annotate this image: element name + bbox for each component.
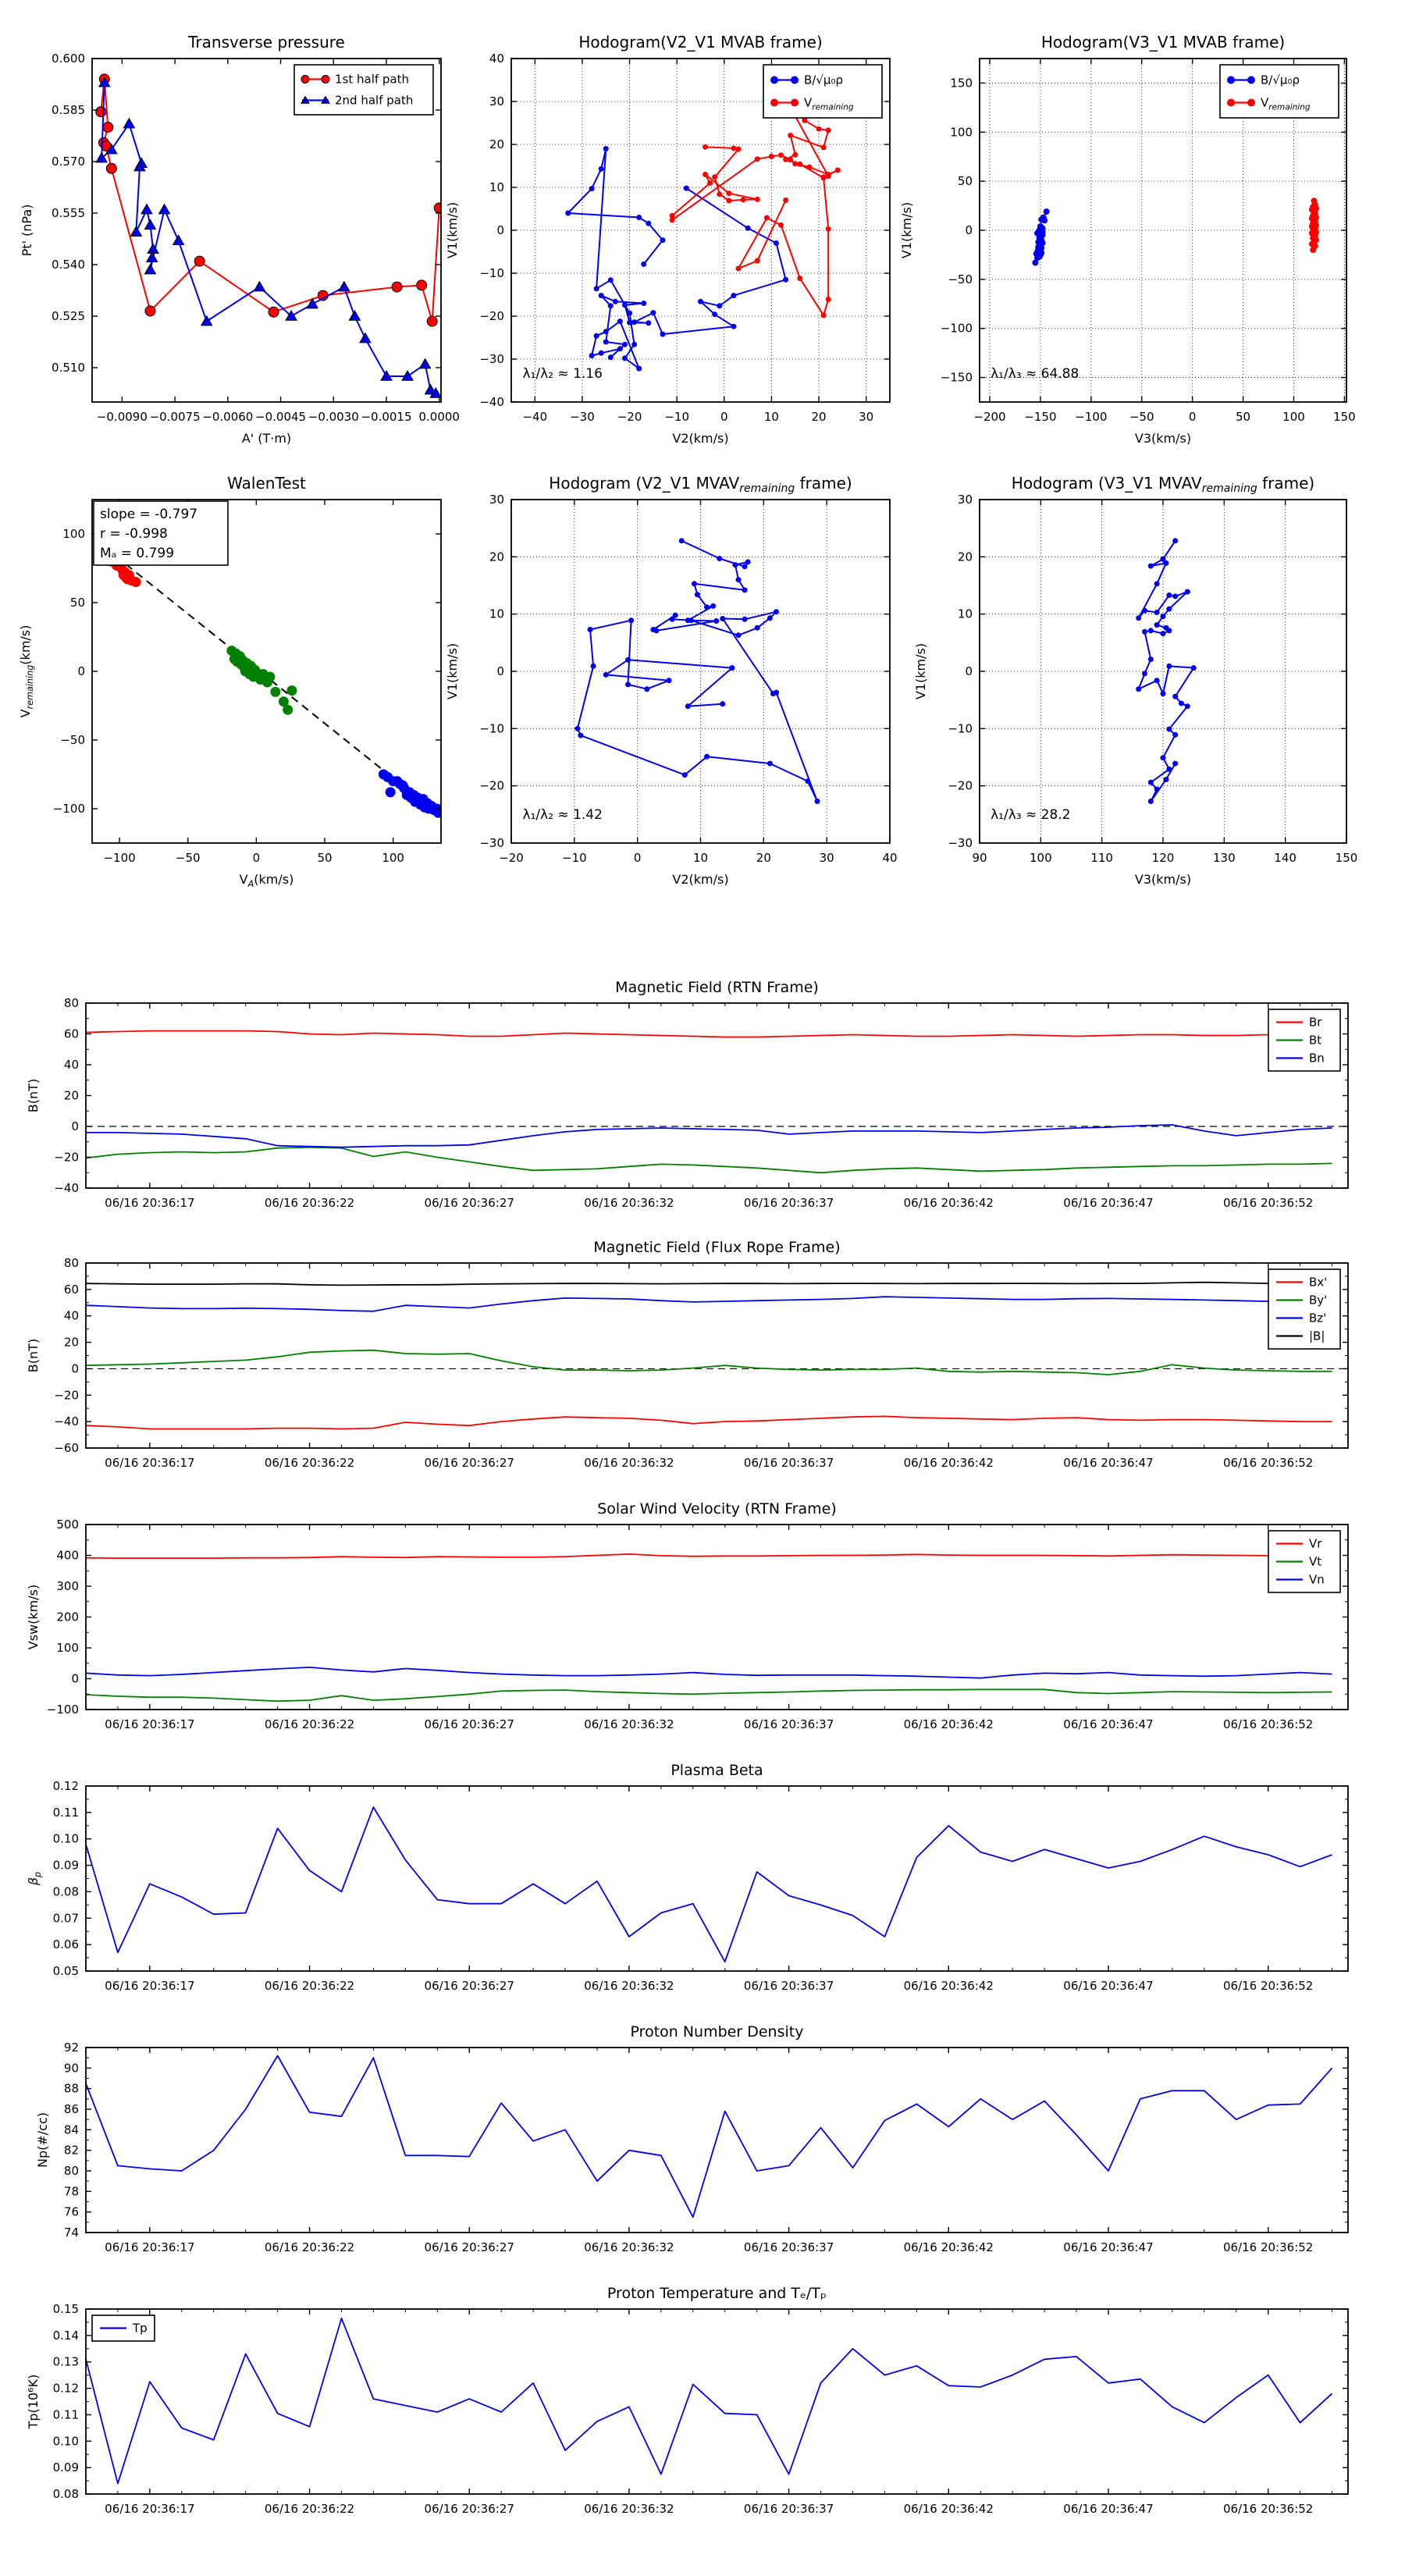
svg-text:06/16 20:36:47: 06/16 20:36:47 (1063, 1979, 1154, 1993)
svg-text:06/16 20:36:17: 06/16 20:36:17 (105, 2240, 195, 2254)
svg-text:−0.0015: −0.0015 (361, 410, 412, 424)
svg-text:−10: −10 (479, 721, 504, 736)
hodogram-v3v1-mvab-plot (890, 16, 1405, 475)
svg-text:V2(km/s): V2(km/s) (672, 431, 729, 446)
svg-text:76: 76 (63, 2204, 79, 2219)
svg-text:−100: −100 (46, 1703, 79, 1717)
svg-text:10: 10 (957, 607, 973, 621)
svg-text:100: 100 (1030, 851, 1052, 865)
svg-text:−30: −30 (479, 352, 504, 366)
svg-text:Bx': Bx' (1309, 1275, 1328, 1290)
svg-text:0.540: 0.540 (52, 258, 85, 272)
svg-text:0: 0 (71, 1361, 79, 1376)
svg-text:A' (T·m): A' (T·m) (241, 431, 292, 446)
svg-text:06/16 20:36:32: 06/16 20:36:32 (584, 2502, 674, 2516)
svg-text:Hodogram(V2_V1 MVAB frame): Hodogram(V2_V1 MVAB frame) (578, 33, 823, 52)
svg-text:40: 40 (489, 52, 504, 66)
svg-text:0: 0 (965, 223, 973, 237)
svg-text:100: 100 (1282, 410, 1305, 424)
svg-text:06/16 20:36:52: 06/16 20:36:52 (1222, 1717, 1314, 1731)
svg-text:r = -0.998: r = -0.998 (100, 526, 168, 542)
solar-wind-velocity-plot (0, 1489, 1405, 1750)
svg-text:λ₁/λ₃ ≈ 64.88: λ₁/λ₃ ≈ 64.88 (991, 366, 1080, 382)
svg-text:Vremaining: $V_{remaining}$ (804, 95, 854, 112)
svg-text:−150: −150 (940, 370, 973, 385)
svg-text:06/16 20:36:52: 06/16 20:36:52 (1222, 2502, 1314, 2516)
svg-text:2nd half path: 2nd half path (335, 93, 414, 108)
svg-text:0.525: 0.525 (52, 309, 85, 323)
svg-text:Vt: Vt (1309, 1554, 1322, 1569)
svg-text:−30: −30 (570, 410, 595, 424)
svg-text:0.10: 0.10 (52, 1831, 79, 1846)
svg-text:06/16 20:36:32: 06/16 20:36:32 (584, 1717, 674, 1731)
svg-text:V1(km/s): V1(km/s) (445, 201, 460, 259)
svg-text:30: 30 (489, 493, 504, 507)
svg-text:100: 100 (382, 851, 404, 865)
svg-text:0.11: 0.11 (52, 2407, 79, 2422)
svg-text:10: 10 (489, 607, 504, 621)
svg-text:B/√μ₀ρ: B/√μ₀ρ (804, 73, 843, 87)
svg-text:0: 0 (71, 1671, 79, 1686)
svg-text:06/16 20:36:47: 06/16 20:36:47 (1063, 2502, 1154, 2516)
svg-text:λ₁/λ₂ ≈ 1.42: λ₁/λ₂ ≈ 1.42 (522, 807, 603, 824)
svg-text:80: 80 (63, 1256, 79, 1270)
svg-text:0: 0 (965, 664, 973, 678)
svg-text:06/16 20:36:37: 06/16 20:36:37 (743, 2502, 834, 2516)
svg-text:0.05: 0.05 (52, 1964, 79, 1978)
svg-text:−60: −60 (54, 1441, 79, 1455)
svg-text:Pt' (nPa): Pt' (nPa) (20, 204, 34, 257)
svg-text:−50: −50 (1129, 410, 1154, 424)
svg-text:B(nT): B(nT) (26, 1078, 41, 1113)
svg-text:−20: −20 (948, 778, 973, 793)
hodogram-v3v1-mvav-plot (890, 457, 1405, 916)
proton-density-plot (0, 2012, 1405, 2273)
svg-text:06/16 20:36:37: 06/16 20:36:37 (743, 1196, 834, 1210)
svg-text:90: 90 (972, 851, 987, 865)
svg-text:06/16 20:36:42: 06/16 20:36:42 (903, 1717, 994, 1731)
svg-text:06/16 20:36:52: 06/16 20:36:52 (1222, 1456, 1314, 1470)
svg-text:06/16 20:36:27: 06/16 20:36:27 (424, 2502, 514, 2516)
svg-text:400: 400 (56, 1548, 79, 1563)
svg-text:Tp: Tp (133, 2321, 148, 2336)
svg-text:−20: −20 (54, 1388, 79, 1403)
svg-text:20: 20 (63, 1088, 79, 1103)
svg-text:10: 10 (692, 851, 709, 865)
svg-text:−10: −10 (664, 410, 690, 424)
svg-text:40: 40 (63, 1308, 79, 1323)
svg-text:06/16 20:36:17: 06/16 20:36:17 (105, 1196, 195, 1210)
svg-text:150: 150 (950, 76, 973, 91)
magnetic-field-flux-rope-plot (0, 1228, 1405, 1489)
svg-text:Magnetic Field (RTN Frame): Magnetic Field (RTN Frame) (615, 979, 819, 996)
svg-text:Plasma Beta: Plasma Beta (670, 1762, 763, 1779)
svg-text:−100: −100 (940, 321, 973, 336)
svg-text:60: 60 (63, 1026, 79, 1041)
svg-text:0.06: 0.06 (52, 1937, 79, 1952)
magnetic-field-rtn-plot (0, 968, 1405, 1229)
svg-text:86: 86 (63, 2102, 79, 2116)
svg-text:74: 74 (63, 2226, 79, 2240)
svg-text:0: 0 (71, 1119, 79, 1133)
svg-text:06/16 20:36:37: 06/16 20:36:37 (743, 2240, 834, 2254)
svg-text:−100: −100 (1075, 410, 1108, 424)
svg-text:0: 0 (633, 851, 642, 865)
svg-text:06/16 20:36:47: 06/16 20:36:47 (1063, 2240, 1154, 2254)
svg-text:0.07: 0.07 (52, 1911, 79, 1926)
svg-text:06/16 20:36:27: 06/16 20:36:27 (424, 1717, 514, 1731)
svg-text:40: 40 (63, 1058, 79, 1072)
svg-text:06/16 20:36:22: 06/16 20:36:22 (264, 1456, 355, 1470)
svg-text:−30: −30 (479, 836, 504, 850)
svg-text:06/16 20:36:32: 06/16 20:36:32 (584, 1456, 674, 1470)
svg-text:slope = -0.797: slope = -0.797 (100, 507, 198, 522)
svg-text:B/√μ₀ρ: B/√μ₀ρ (1261, 73, 1300, 87)
svg-text:βp: $\beta_p$ (26, 1871, 43, 1886)
svg-text:λ₁/λ₃ ≈ 28.2: λ₁/λ₃ ≈ 28.2 (991, 807, 1071, 824)
svg-text:−20: −20 (479, 309, 504, 323)
svg-text:Hodogram (V3_V1 MVAVremaining: Hodogram (V3_V1 $MVAV_{remaining}$ frame) (1011, 474, 1315, 495)
svg-text:0.08: 0.08 (52, 1884, 79, 1899)
svg-text:120: 120 (1151, 851, 1175, 865)
svg-text:06/16 20:36:37: 06/16 20:36:37 (743, 1717, 834, 1731)
svg-text:100: 100 (950, 125, 973, 140)
svg-text:300: 300 (56, 1579, 79, 1593)
svg-text:0.09: 0.09 (52, 2460, 79, 2475)
svg-text:Proton Temperature and Tₑ/Tₚ: Proton Temperature and Tₑ/Tₚ (606, 2285, 827, 2302)
svg-text:06/16 20:36:42: 06/16 20:36:42 (903, 1196, 994, 1210)
svg-text:λ₁/λ₂ ≈ 1.16: λ₁/λ₂ ≈ 1.16 (522, 366, 603, 382)
svg-text:60: 60 (63, 1282, 79, 1297)
svg-text:06/16 20:36:52: 06/16 20:36:52 (1222, 2240, 1314, 2254)
svg-text:−40: −40 (479, 395, 504, 409)
svg-text:−10: −10 (479, 266, 504, 280)
svg-text:06/16 20:36:47: 06/16 20:36:47 (1063, 1456, 1154, 1470)
svg-text:06/16 20:36:17: 06/16 20:36:17 (105, 1717, 195, 1731)
svg-text:Solar Wind Velocity (RTN Frame: Solar Wind Velocity (RTN Frame) (597, 1500, 837, 1517)
svg-text:90: 90 (63, 2061, 79, 2076)
svg-text:0.12: 0.12 (52, 1779, 79, 1793)
svg-text:200: 200 (56, 1610, 79, 1624)
svg-text:−50: −50 (60, 733, 85, 747)
svg-text:10: 10 (489, 180, 504, 194)
svg-text:80: 80 (63, 2164, 79, 2178)
svg-text:WalenTest: WalenTest (227, 474, 306, 493)
svg-text:110: 110 (1090, 851, 1113, 865)
svg-text:06/16 20:36:27: 06/16 20:36:27 (424, 1196, 514, 1210)
svg-text:84: 84 (63, 2122, 79, 2137)
svg-text:0: 0 (496, 664, 504, 678)
svg-text:−50: −50 (948, 272, 973, 286)
plasma-beta-plot (0, 1751, 1405, 2012)
svg-text:By': By' (1309, 1293, 1328, 1308)
svg-text:−0.0060: −0.0060 (202, 410, 254, 424)
svg-text:20: 20 (489, 137, 504, 151)
svg-text:06/16 20:36:42: 06/16 20:36:42 (903, 1979, 994, 1993)
svg-text:−40: −40 (54, 1414, 79, 1429)
svg-text:0.10: 0.10 (52, 2434, 79, 2449)
svg-text:06/16 20:36:27: 06/16 20:36:27 (424, 1979, 514, 1993)
svg-text:−100: −100 (103, 851, 136, 865)
svg-text:1st half path: 1st half path (335, 72, 410, 87)
svg-text:Vn: Vn (1309, 1572, 1325, 1587)
svg-text:06/16 20:36:22: 06/16 20:36:22 (264, 1196, 355, 1210)
svg-text:0.600: 0.600 (52, 52, 85, 66)
svg-text:0.09: 0.09 (52, 1858, 79, 1873)
svg-text:−40: −40 (54, 1181, 79, 1195)
svg-text:−40: −40 (522, 410, 548, 424)
svg-text:88: 88 (63, 2081, 79, 2096)
svg-text:V1(km/s): V1(km/s) (445, 642, 460, 700)
svg-text:0: 0 (252, 851, 261, 865)
svg-text:0: 0 (496, 223, 504, 237)
svg-text:0: 0 (720, 410, 728, 424)
svg-text:Hodogram(V3_V1 MVAB frame): Hodogram(V3_V1 MVAB frame) (1040, 33, 1286, 52)
svg-text:0.0000: 0.0000 (418, 410, 460, 424)
svg-text:150: 150 (1333, 410, 1356, 424)
svg-text:20: 20 (957, 550, 973, 564)
svg-text:500: 500 (56, 1517, 79, 1532)
svg-text:0: 0 (77, 664, 85, 678)
svg-text:−20: −20 (54, 1150, 79, 1165)
svg-text:30: 30 (819, 851, 834, 865)
svg-text:VA(km/s): $V_A(km/s)$ (239, 872, 294, 889)
svg-text:−20: −20 (479, 778, 504, 793)
svg-text:40: 40 (882, 851, 898, 865)
svg-text:140: 140 (1274, 851, 1297, 865)
svg-text:30: 30 (957, 493, 973, 507)
svg-text:V3(km/s): V3(km/s) (1134, 431, 1192, 446)
svg-text:Br: Br (1309, 1015, 1322, 1030)
svg-text:0.11: 0.11 (52, 1805, 79, 1820)
svg-text:06/16 20:36:32: 06/16 20:36:32 (584, 1979, 674, 1993)
svg-text:06/16 20:36:42: 06/16 20:36:42 (903, 1456, 994, 1470)
svg-text:0.15: 0.15 (52, 2302, 79, 2316)
svg-text:−10: −10 (948, 721, 973, 736)
svg-text:V1(km/s): V1(km/s) (913, 642, 928, 700)
svg-text:06/16 20:36:22: 06/16 20:36:22 (264, 1979, 355, 1993)
svg-text:V1(km/s): V1(km/s) (899, 201, 914, 259)
svg-text:20: 20 (756, 851, 771, 865)
svg-text:06/16 20:36:32: 06/16 20:36:32 (584, 1196, 674, 1210)
svg-text:20: 20 (63, 1335, 79, 1350)
svg-text:06/16 20:36:42: 06/16 20:36:42 (903, 2240, 994, 2254)
svg-text:−50: −50 (175, 851, 201, 865)
svg-text:06/16 20:36:22: 06/16 20:36:22 (264, 2240, 355, 2254)
svg-text:Mₐ = 0.799: Mₐ = 0.799 (100, 546, 175, 561)
svg-text:0.14: 0.14 (52, 2328, 79, 2343)
svg-text:92: 92 (63, 2041, 79, 2055)
svg-text:78: 78 (63, 2184, 79, 2199)
svg-text:06/16 20:36:32: 06/16 20:36:32 (584, 2240, 674, 2254)
svg-text:06/16 20:36:52: 06/16 20:36:52 (1222, 1979, 1314, 1993)
svg-text:−150: −150 (1024, 410, 1057, 424)
svg-text:0.12: 0.12 (52, 2381, 79, 2396)
svg-text:−200: −200 (973, 410, 1006, 424)
svg-text:Np(#/cc): Np(#/cc) (35, 2112, 50, 2168)
svg-text:0.570: 0.570 (52, 155, 85, 169)
svg-text:30: 30 (859, 410, 874, 424)
svg-text:Bn: Bn (1309, 1051, 1325, 1066)
svg-text:100: 100 (56, 1641, 79, 1655)
svg-text:Vremaining(km/s): $V_{remaining}(km/s)$ (18, 624, 35, 718)
proton-temperature-plot (0, 2274, 1405, 2535)
svg-text:20: 20 (489, 550, 504, 564)
svg-text:06/16 20:36:17: 06/16 20:36:17 (105, 1456, 195, 1470)
svg-text:20: 20 (811, 410, 827, 424)
svg-text:130: 130 (1213, 851, 1236, 865)
svg-text:06/16 20:36:37: 06/16 20:36:37 (743, 1979, 834, 1993)
svg-text:Vr: Vr (1309, 1536, 1322, 1551)
svg-text:06/16 20:36:27: 06/16 20:36:27 (424, 2240, 514, 2254)
svg-text:80: 80 (63, 996, 79, 1010)
svg-text:−0.0090: −0.0090 (96, 410, 148, 424)
svg-text:−0.0030: −0.0030 (308, 410, 359, 424)
svg-text:0: 0 (1188, 410, 1197, 424)
svg-text:−0.0075: −0.0075 (149, 410, 201, 424)
svg-text:Transverse pressure: Transverse pressure (188, 33, 345, 52)
svg-text:Tp(10⁶K): Tp(10⁶K) (26, 2374, 41, 2429)
svg-text:Magnetic Field (Flux Rope Fram: Magnetic Field (Flux Rope Frame) (593, 1239, 841, 1256)
hodogram-v2v1-mvab-plot (422, 16, 937, 475)
svg-text:06/16 20:36:52: 06/16 20:36:52 (1222, 1196, 1314, 1210)
svg-text:V3(km/s): V3(km/s) (1134, 872, 1192, 887)
svg-text:0.08: 0.08 (52, 2487, 79, 2501)
svg-text:0.555: 0.555 (52, 206, 85, 220)
svg-text:−30: −30 (948, 836, 973, 850)
svg-text:82: 82 (63, 2143, 79, 2158)
svg-text:−0.0045: −0.0045 (255, 410, 307, 424)
svg-text:06/16 20:36:17: 06/16 20:36:17 (105, 2502, 195, 2516)
svg-text:Vsw(km/s): Vsw(km/s) (26, 1584, 41, 1650)
svg-text:50: 50 (317, 851, 333, 865)
svg-text:−20: −20 (499, 851, 524, 865)
svg-text:50: 50 (69, 596, 85, 610)
svg-text:Bz': Bz' (1309, 1311, 1327, 1325)
svg-text:Vremaining: $V_{remaining}$ (1261, 95, 1311, 112)
svg-text:100: 100 (62, 527, 85, 541)
svg-text:06/16 20:36:42: 06/16 20:36:42 (903, 2502, 994, 2516)
svg-text:50: 50 (957, 174, 973, 189)
svg-text:10: 10 (763, 410, 779, 424)
svg-text:06/16 20:36:22: 06/16 20:36:22 (264, 2502, 355, 2516)
svg-text:150: 150 (1335, 851, 1358, 865)
svg-text:06/16 20:36:37: 06/16 20:36:37 (743, 1456, 834, 1470)
svg-text:06/16 20:36:47: 06/16 20:36:47 (1063, 1717, 1154, 1731)
svg-text:0.510: 0.510 (52, 361, 85, 375)
svg-text:06/16 20:36:17: 06/16 20:36:17 (105, 1979, 195, 1993)
svg-text:0.585: 0.585 (52, 103, 85, 117)
svg-text:|B|: |B| (1309, 1329, 1325, 1343)
svg-text:B(nT): B(nT) (26, 1338, 41, 1373)
svg-text:Bt: Bt (1309, 1033, 1322, 1048)
svg-text:−20: −20 (617, 410, 642, 424)
svg-text:06/16 20:36:47: 06/16 20:36:47 (1063, 1196, 1154, 1210)
svg-text:0.13: 0.13 (52, 2354, 79, 2369)
svg-text:06/16 20:36:22: 06/16 20:36:22 (264, 1717, 355, 1731)
svg-text:50: 50 (1236, 410, 1251, 424)
svg-text:−10: −10 (562, 851, 587, 865)
svg-text:V2(km/s): V2(km/s) (672, 872, 729, 887)
svg-text:−100: −100 (52, 802, 85, 816)
hodogram-v2v1-mvav-plot (422, 457, 937, 916)
svg-text:Hodogram (V2_V1 MVAVremaining: Hodogram (V2_V1 $MVAV_{remaining}$ frame) (549, 474, 852, 495)
svg-text:Proton Number Density: Proton Number Density (630, 2023, 804, 2041)
svg-text:06/16 20:36:27: 06/16 20:36:27 (424, 1456, 514, 1470)
svg-text:30: 30 (489, 94, 504, 109)
